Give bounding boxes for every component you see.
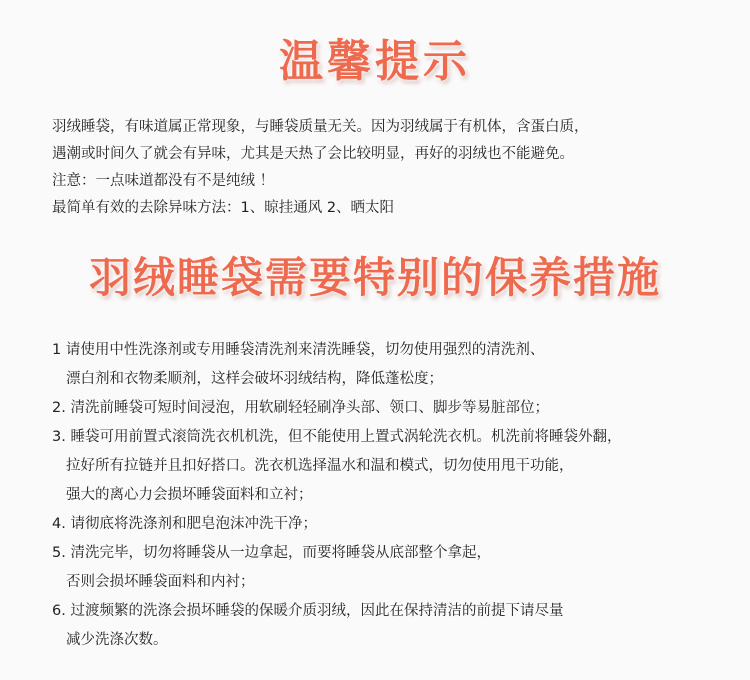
tips-line: 遇潮或时间久了就会有异味，尤其是天热了会比较明显，再好的羽绒也不能避免。 bbox=[52, 146, 574, 162]
care-section bbox=[52, 336, 742, 655]
care-item-3: 3. 睡袋可用前置式滚筒洗衣机机洗，但不能使用上置式涡轮洗衣机。机洗前将睡袋外翻， bbox=[52, 429, 622, 445]
care-item-1: 1 请使用中性洗涤剂或专用睡袋清洗剂来清洗睡袋，切勿使用强烈的清洗剂、 bbox=[52, 342, 545, 358]
warm-tips-title: 温馨提示 bbox=[279, 36, 471, 87]
care-item-5-cont: 否则会损坏睡袋面料和内衬； bbox=[66, 574, 255, 590]
care-item-6: 6. 过渡频繁的洗涤会损坏睡袋的保暖介质羽绒，因此在保持清洁的前提下请尽量 bbox=[52, 603, 564, 619]
care-item-3-cont: 拉好所有拉链并且扣好搭口。洗衣机选择温水和温和模式，切勿使用甩干功能， bbox=[66, 458, 574, 474]
care-item-2: 2. 清洗前睡袋可短时间浸泡，用软刷轻轻刷净头部、领口、脚步等易脏部位； bbox=[52, 400, 549, 416]
care-item-5: 5. 清洗完毕，切勿将睡袋从一边拿起，而要将睡袋从底部整个拿起， bbox=[52, 545, 491, 561]
warm-tips-section bbox=[52, 114, 742, 222]
tips-line: 羽绒睡袋，有味道属正常现象，与睡袋质量无关。因为羽绒属于有机体，含蛋白质， bbox=[52, 119, 589, 135]
care-title: 羽绒睡袋需要特别的保养措施 bbox=[88, 253, 661, 302]
care-item-1-cont: 漂白剂和衣物柔顺剂，这样会破坏羽绒结构，降低蓬松度； bbox=[66, 371, 443, 387]
tips-line: 注意：一点味道都没有不是纯绒 ！ bbox=[52, 173, 275, 189]
care-item-4: 4. 请彻底将洗涤剂和肥皂泡沫冲洗干净； bbox=[52, 516, 317, 532]
tips-line: 最简单有效的去除异味方法：1、晾挂通风 2、晒太阳 bbox=[52, 200, 395, 216]
care-item-6-cont: 减少洗涤次数。 bbox=[66, 632, 168, 648]
care-item-3-cont: 强大的离心力会损坏睡袋面料和立衬； bbox=[66, 487, 313, 503]
